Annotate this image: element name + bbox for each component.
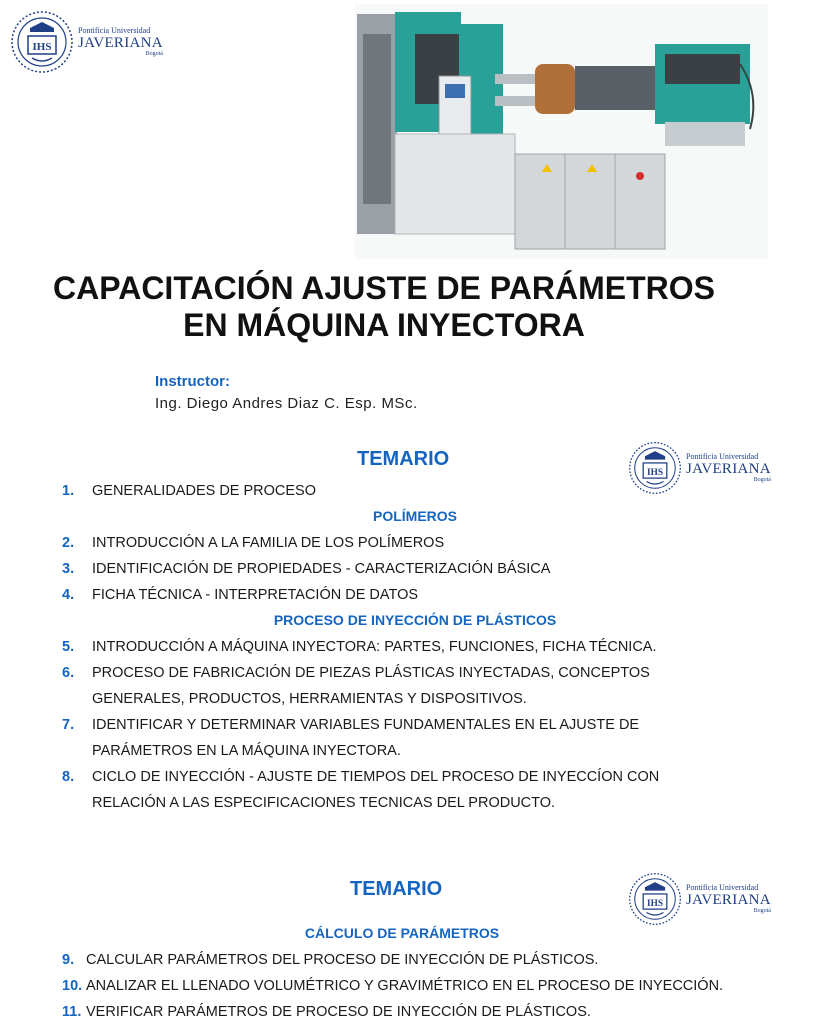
item-number: 9. [62, 952, 75, 968]
logo-line2: JAVERIANA [78, 35, 163, 51]
logo-line3: Bogotá [753, 477, 771, 483]
list-item [0, 478, 768, 504]
seal-icon [628, 872, 682, 926]
item-number: 6. [62, 665, 75, 681]
title-line1: CAPACITACIÓN AJUSTE DE PARÁMETROS [53, 270, 715, 306]
item-number: 4. [62, 587, 75, 603]
section-polimeros: POLÍMEROS [372, 508, 457, 524]
list-item [0, 556, 768, 582]
item-text: CALCULAR PARÁMETROS DEL PROCESO DE INYECCIÓN DE PLÁSTICOS. [86, 952, 599, 968]
section-proceso-inyeccion: PROCESO DE INYECCIÓN DE PLÁSTICOS [273, 612, 557, 628]
svg-text:IHS: IHS [647, 467, 663, 478]
list-item [0, 634, 768, 660]
university-logo-bottom [628, 872, 771, 926]
item-number: 1. [62, 483, 75, 499]
logo-line1: Pontificia Universidad [686, 452, 759, 461]
list-item [0, 660, 768, 712]
item-text-line2: PARÁMETROS EN LA MÁQUINA INYECTORA. [92, 743, 401, 759]
university-logo [10, 10, 163, 74]
logo-line1: Pontificia Universidad [686, 883, 759, 892]
item-number: 5. [62, 639, 75, 655]
item-number: 7. [62, 717, 75, 733]
list-item [0, 712, 768, 764]
list-item [0, 973, 768, 999]
item-text-line2: RELACIÓN A LAS ESPECIFICACIONES TECNICAS DEL PRODUCTO. [92, 795, 556, 811]
seal-icon [10, 10, 74, 74]
list-item [0, 947, 768, 973]
svg-text:IHS: IHS [32, 41, 52, 53]
logo-line2: JAVERIANA [686, 461, 771, 477]
logo-line1: Pontificia Universidad [78, 26, 151, 35]
item-text: INTRODUCCIÓN A LA FAMILIA DE LOS POLÍMEROS [92, 535, 445, 551]
temario-heading: TEMARIO [357, 448, 450, 470]
title-line2: EN MÁQUINA INYECTORA [183, 307, 585, 343]
instructor-label: Instructor: [155, 373, 230, 390]
section-calculo: CÁLCULO DE PARÁMETROS [304, 925, 500, 941]
temario-heading-2: TEMARIO [350, 878, 443, 900]
list-item [0, 764, 768, 816]
item-text-line2: GENERALES, PRODUCTOS, HERRAMIENTAS Y DISPOSITIVOS. [92, 691, 527, 707]
list-item [0, 530, 768, 556]
item-number: 10. [62, 978, 83, 994]
item-number: 2. [62, 535, 75, 551]
item-number: 8. [62, 769, 75, 785]
item-text: ANALIZAR EL LLENADO VOLUMÉTRICO Y GRAVIMÉTRICO EN EL PROCESO DE INYECCIÓN. [86, 978, 724, 994]
item-text-line1: IDENTIFICAR Y DETERMINAR VARIABLES FUNDAMENTALES EN EL AJUSTE DE [92, 717, 640, 733]
instructor-name: Ing. Diego Andres Diaz C. Esp. MSc. [155, 395, 418, 412]
item-number: 11. [62, 1004, 82, 1020]
logo-line2: JAVERIANA [686, 892, 771, 908]
item-text: FICHA TÉCNICA - INTERPRETACIÓN DE DATOS [92, 587, 419, 603]
item-text: VERIFICAR PARÁMETROS DE PROCESO DE INYECCIÓN DE PLÁSTICOS. [86, 1004, 591, 1020]
item-number: 3. [62, 561, 75, 577]
injection-machine-image [355, 4, 768, 259]
page-title [0, 270, 768, 344]
list-item [0, 999, 768, 1024]
logo-line3: Bogotá [753, 908, 771, 914]
item-text-line1: PROCESO DE FABRICACIÓN DE PIEZAS PLÁSTICAS INYECTADAS, CONCEPTOS [92, 665, 650, 681]
item-text: IDENTIFICACIÓN DE PROPIEDADES - CARACTERIZACIÓN BÁSICA [92, 561, 551, 577]
item-text: INTRODUCCIÓN A MÁQUINA INYECTORA: PARTES, FUNCIONES, FICHA TÉCNICA. [92, 639, 657, 655]
item-text-line1: CICLO DE INYECCIÓN - AJUSTE DE TIEMPOS DEL PROCESO DE INYECCÍON CON [92, 769, 660, 785]
list-item [0, 582, 768, 608]
logo-line3: Bogotá [145, 51, 163, 57]
item-text: GENERALIDADES DE PROCESO [92, 483, 316, 499]
svg-text:IHS: IHS [647, 898, 663, 909]
